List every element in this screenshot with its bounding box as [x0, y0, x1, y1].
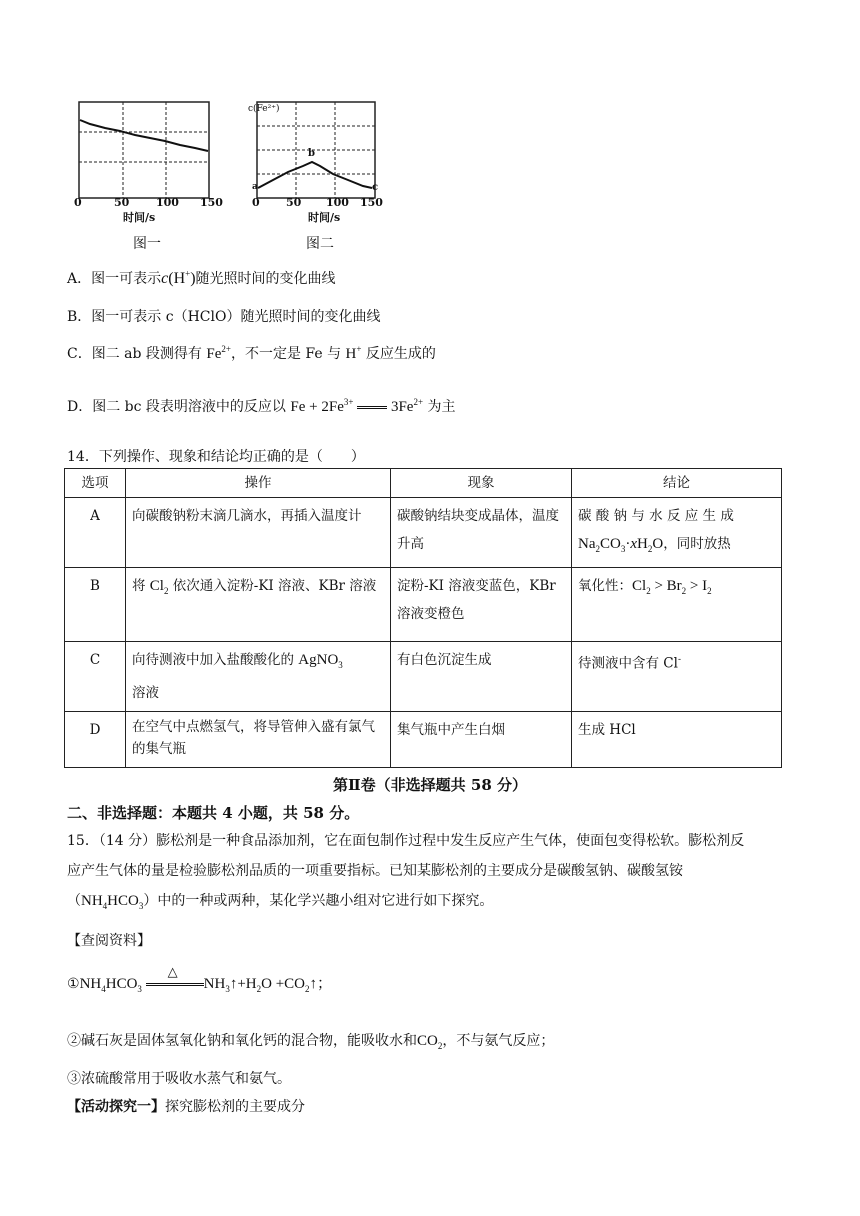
fig2-point-b: b: [308, 148, 315, 159]
part2-title: 第Ⅱ卷（非选择题共 58 分）: [333, 776, 527, 794]
q15-line-2: 应产生气体的量是检验膨松剂品质的一项重要指标。已知某膨松剂的主要成分是碳酸氢钠、碳酸氢铵: [67, 863, 683, 879]
figure-1: [70, 96, 230, 251]
row-operation: 向待测液中加入盐酸酸化的 AgNO$_3$ 溶液: [126, 642, 391, 712]
figure-2-caption: 图二: [306, 236, 334, 252]
section-heading: 二、非选择题：本题共 4 小题，共 58 分。: [67, 804, 360, 822]
row-conclusion: 氧化性：$Cl_2 > Br_2 > I_2$: [572, 568, 782, 642]
fig2-point-a: a: [252, 182, 258, 192]
row-option: C: [65, 642, 126, 712]
row-phenomenon: 有白色沉淀生成: [391, 642, 572, 712]
fig1-x-label: 时间/s: [123, 211, 156, 224]
row-operation: 在空气中点燃氢气，将导管伸入盛有氯气的集气瓶: [126, 712, 391, 768]
info-item-2: ②碱石灰是固体氢氧化钠和氧化钙的混合物，能吸收水和$CO_2$，不与氨气反应；: [67, 1033, 555, 1051]
header-conclusion: 结论: [572, 469, 782, 498]
figure-1-caption: 图一: [133, 236, 161, 252]
q15-line-3: $(NH_4HCO_3)$中的一种或两种，某化学兴趣小组对它进行如下探究。: [67, 893, 494, 911]
fig2-tick-100: 100: [326, 196, 349, 209]
header-phenomenon: 现象: [391, 469, 572, 498]
info-item-3: ③浓硫酸常用于吸收水蒸气和氨气。: [67, 1071, 291, 1087]
fig1-tick-150: 150: [200, 196, 223, 209]
row-conclusion: 待测液中含有 Cl-: [572, 642, 782, 712]
activity-heading: 【活动探究一】探究膨松剂的主要成分: [67, 1099, 305, 1115]
row-conclusion: 碳 酸 钠 与 水 反 应 生 成 $Na_2CO_3\cdot xH_2O$，同时放热: [572, 498, 782, 568]
row-option: A: [65, 498, 126, 568]
q13-option-c: C．图二 ab 段测得有 $Fe^{2+}$，不一定是 Fe 与 H+ 反应生成的: [67, 344, 436, 362]
row-operation: 向碳酸钠粉末滴几滴水，再插入温度计: [126, 498, 391, 568]
fig2-x-label: 时间/s: [308, 211, 341, 224]
header-option: 选项: [65, 469, 126, 498]
table-row: [65, 642, 782, 712]
q14-table: [64, 468, 782, 768]
figure-2-chart: [248, 96, 388, 251]
fig1-tick-100: 100: [156, 196, 179, 209]
row-option: B: [65, 568, 126, 642]
row-conclusion: 生成 HCl: [572, 712, 782, 768]
fig1-tick-50: 50: [114, 196, 130, 209]
info-item-1: $①NH_4HCO_3$ △ $NH_3↑+H_2O$ $+CO_2↑$；: [67, 964, 333, 994]
row-operation: 将 $Cl_2$ 依次通入淀粉-KI 溶液、KBr 溶液: [126, 568, 391, 642]
table-row: [65, 712, 782, 768]
header-operation: 操作: [126, 469, 391, 498]
figure-1-chart: [70, 96, 230, 251]
fig2-point-c: c: [372, 182, 379, 193]
table-row: [65, 568, 782, 642]
q15-line-1: 15．（14 分）膨松剂是一种食品添加剂，它在面包制作过程中发生反应产生气体，使面包变得松软。膨松剂反: [67, 833, 745, 849]
q13-option-d: D．图二 bc 段表明溶液中的反应以 $Fe + 2Fe^{3+}$ $3Fe^{2+}$ 为主: [67, 397, 456, 415]
fig2-y-label: c(Fe²⁺): [248, 104, 280, 114]
q13-option-a: A．图一可表示c(H+)随光照时间的变化曲线: [67, 268, 336, 287]
q13-option-b: B．图一可表示 c（HClO）随光照时间的变化曲线: [67, 309, 381, 325]
table-row: [65, 498, 782, 568]
row-phenomenon: 集气瓶中产生白烟: [391, 712, 572, 768]
info-title: 【查阅资料】: [67, 933, 151, 949]
fig2-tick-150: 150: [360, 196, 383, 209]
row-phenomenon: 碳酸钠结块变成晶体，温度升高: [391, 498, 572, 568]
row-phenomenon: 淀粉-KI 溶液变蓝色，KBr 溶液变橙色: [391, 568, 572, 642]
fig2-tick-50: 50: [286, 196, 302, 209]
table-header-row: [65, 469, 782, 498]
figure-2: [248, 96, 388, 251]
fig1-tick-0: 0: [74, 196, 82, 209]
fig2-tick-0: 0: [252, 196, 260, 209]
q14-stem: 14．下列操作、现象和结论均正确的是（ ）: [67, 449, 365, 465]
row-option: D: [65, 712, 126, 768]
